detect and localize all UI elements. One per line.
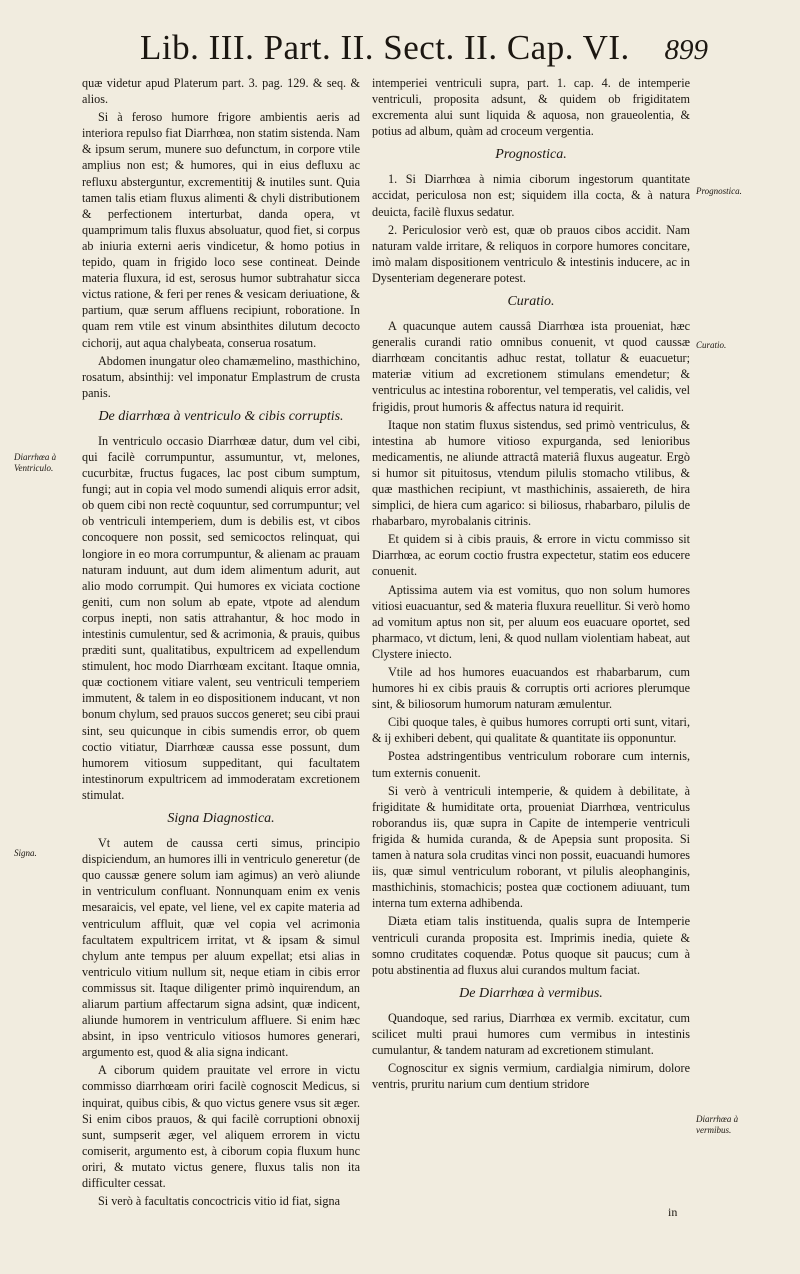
paragraph: Itaque non statim fluxus sistendus, sed primò ventriculus, & intestina ab humore vitioso expurganda, sed lenioribus medicamentis, ne aliunde attractâ materiâ fluxus augeatur. Ergò si humor sit pituitosus, vtendum pilulis stomacho vtilibus, & quæ masthichen recipiunt, vt masthichinis, assaiereth, de hira simplici, de hiera cum agarico: si biliosus, rhabarbaro, pilulis de rhabarbaro, myrobalanis citrinis. <box>372 417 690 529</box>
paragraph: Si verò à facultatis concoctricis vitio id fiat, signa <box>98 1194 340 1209</box>
paragraph: Et quidem si à cibis prauis, & errore in victu commisso sit Diarrhœa, ac eorum coctio frustra expectetur, statim eos educere conuenit. <box>372 532 690 579</box>
left-column <box>82 75 360 1211</box>
margin-note-diarrhoea-vermibus: Diarrhœa à vermibus. <box>696 1114 739 1135</box>
paragraph: 1. Si Diarrhœa à nimia ciborum ingestorum quantitate accidat, periculosa non est; siquidem illa cocta, & à natura deuicta, facilè fluxus sedatur. <box>372 172 690 219</box>
paragraph: In ventriculo occasio Diarrhœæ datur, dum vel cibi, qui facilè corrumpuntur, assumuntur, vt, melones, cucurbitæ, fructus fugaces, lac post cibum sumptum, fungi; aut in copia vel modo sumendi aliquis error adsit, ob quem cibi non rectè coquuntur, sed corrumpuntur; vel ob ventriculi intemperiem, dum is debilis est, vt cibos concoquere non possit, sed semicoctos relinquat, qui longiore in eo mora corrumpuntur, & alienam ac prauam naturam induunt, aut dum idem alimentum adurit, aut alio modo corrumpit. Qui humores ex viciata coctione geniti, cum non solum ab epate, vtpote ad alendum corpus inepti, non satis attrahantur, & hoc modo in intestinis cumulentur, sed & acrimonia, & prauis, quibus præditi sunt, qualitatibus, expultricem ad expellendum stimulent, hoc modo Diarrhœam excitant. Itaque omnia, quæ coctionem vitiare valent, seu ventriculi temperiem immutent, & talem in eo dispositionem inducant, vt non bonum chylum, sed prauos succos generet; seu cibi praui sint, seu quicunque in cibis sumendis error, ob quem coctio vitiatur, Diarrhœæ caussa esse possunt, dum humorem vitiosum suppeditant, qui facultatem intestinorum expultricem ad immoderatam excretionem stimulat. <box>82 433 360 802</box>
page-number: 899 <box>664 34 708 66</box>
margin-note-curatio: Curatio. <box>696 340 727 350</box>
margin-note-signa: Signa. <box>14 848 37 858</box>
paragraph: Quandoque, sed rarius, Diarrhœa ex vermib. excitatur, cum scilicet multi praui humores cum vermibus in intestinis cumulantur, & tandem naturam ad excretionem stimulant. <box>372 1010 690 1057</box>
paragraph: Si verò à ventriculi intemperie, & quidem à debilitate, à frigiditate & humiditate orta, proueniat Diarrhœa, ventriculus roborandus iis, quæ supra in Capite de intemperie ventriculi frigida & humida curanda, & de Apepsia sunt proposita. Si tamen à natura sola cruditas vinci non possit, euacuandi humores iis, quæ simul ventriculum roborant, vt pilulis aleophanginis, masthichinis, stomachicis; postea quæ coctionem adiuuant, tum interna tum externa adhibenda. <box>372 783 690 911</box>
section-heading: De Diarrhœa à vermibus. <box>459 985 603 1001</box>
paragraph: Diæta etiam talis instituenda, qualis supra de Intemperie ventriculi curanda proposita est. Imprimis inedia, quiete & somno cruditates coquendæ. Potus quoque sit paucus; cum à potu abstinentia ad fluxus alui curandos multum faciat. <box>372 914 690 977</box>
section-heading: Signa Diagnostica. <box>167 811 275 827</box>
section-heading: Curatio. <box>507 294 555 310</box>
section-heading: De diarrhœa à ventriculo & cibis corruptis. <box>98 408 344 424</box>
right-column <box>372 75 690 1094</box>
paragraph: Si à feroso humore frigore ambientis aeris ad interiora repulso fiat Diarrhœa, non statim sistenda. Nam & ipsum serum, munere suo defunctum, in corpore vtile amplius non est; & humores, qui in eius defluxu ac refluxu absterguntur, excrementitij & inutiles sunt. Quia tamen talis etiam fluxus alimenti & chyli distributionem & perfectionem interturbat, danda opera, vt quamprimum talis fluxus absoluatur, quod fiet, si corpus ab iniuria externi aeris vindicetur, & homo potius in tepido, quam in frigido loco sese contineat. Deinde materia fluxura, id est, serosus humor subtrahatur sicca victus ratione, & feri per renes & vesicam deriuatione, & partium, quæ serum affluens recipiunt, roboratione. In quam rem vtile est vinum absinthites dilutum decocto cichorij, aut aqua chalybeata, conserua rosatum. <box>82 110 360 350</box>
running-head: Lib. III. Part. II. Sect. II. Cap. VI. <box>140 28 630 67</box>
section-heading: Prognostica. <box>495 147 567 163</box>
paragraph: Vtile ad hos humores euacuandos est rhabarbarum, cum humores hi ex cibis prauis & corruptis orti acriores plerumque sint, & biliosorum humorum naturam æmulentur. <box>372 665 690 712</box>
paragraph: Postea adstringentibus ventriculum roborare cum internis, tum externis conuenit. <box>372 749 690 780</box>
paragraph: 2. Periculosior verò est, quæ ob prauos cibos accidit. Nam naturam valde irritare, & reliquos in corpore humores concitare, imò malam dispositionem ventriculo & intestinis inducere, ac in Dysenteriam degenerare potest. <box>372 222 690 285</box>
paragraph: A ciborum quidem prauitate vel errore in victu commisso diarrhœam oriri facilè cognoscit Medicus, si inquirat, quibus cibis, & quo victus genere vsus sit æger. Si enim cibos prauos, & qui facilè corruptioni obnoxij sunt, sumpserit æger, vel aliquem errorem in victu comiserit, argumento est, à ciborum copia fluxum hunc oriri, & mutato victus genere, fluxus talis non ita difficulter cessat. <box>82 1063 360 1190</box>
paragraph: Abdomen inungatur oleo chamæmelino, masthichino, rosatum, absinthij: vel imponatur Emplastrum de crusta panis. <box>82 353 360 400</box>
paragraph: quæ videtur apud Platerum part. 3. pag. 129. & seq. & alios. <box>82 76 360 107</box>
catchword: in <box>668 1205 678 1219</box>
paragraph: Cognoscitur ex signis vermium, cardialgia nimirum, dolore ventris, pruritu narium cum dentium stridore <box>372 1061 690 1092</box>
paragraph: intemperiei ventriculi supra, part. 1. cap. 4. de intemperie ventriculi, proposita adsunt, & quidem ob frigiditatem excrementa alui sunt liquida & aquosa, non graueolentia, & potius ad album, quàm ad croceum vergentia. <box>372 76 690 139</box>
paragraph: Vt autem de caussa certi simus, principio dispiciendum, an humores illi in ventriculo generetur (de quo caussæ genere solum iam agimus) an verò aliunde in ventriculum confluant. Nonnunquam enim ex venis mesaraicis, vel epate, vel liene, vel ex capite materia ad ventriculum affluit, quæ vel copia vel acrimonia facultatem expultricem irritat, vt & ipsam & simul chylum ante tempus per aluum expellat; etsi alias in ventriculo vitium nullum sit, neque etiam in cibis error commissus sit. Itaque diligenter primò inquirendum, an aliarum partium affectarum signa adsint, quæ indicent, aliunde humorem in ventriculum affluere. Si enim hæc absint, in ipso ventriculo vitiosos humores generari, argumento est, quod & alia signa indicant. <box>82 836 360 1060</box>
paragraph: Cibi quoque tales, è quibus humores corrupti orti sunt, vitari, & ij exhiberi debent, qui qualitate & quantitate iis opponuntur. <box>372 715 690 746</box>
paragraph: Aptissima autem via est vomitus, quo non solum humores vitiosi euacuantur, sed & materia fluxura reuellitur. Si verò homo ad vomitum aptus non sit, per aluum eos euacuare oportet, sed pharmaco, vt dictum, leni, & quod nullam violentiam habeat, aut Clystere iniecto. <box>372 582 690 661</box>
paragraph: A quacunque autem caussâ Diarrhœa ista proueniat, hæc generalis curandi ratio omnibus conuenit, vt quod caussæ diarrhœam concitantis adhuc restat, tollatur & euacuetur; materiæ vitium ad excretionem stimulans emendetur; & ventriculus ac intestina roborentur, vel temperatis, vel calidis, vel frigidis, prout humoris & affectus natura id requirit. <box>372 319 690 414</box>
margin-note-diarrhoea-ventriculo: Diarrhœa à Ventriculo. <box>14 452 57 473</box>
margin-note-prognostica: Prognostica. <box>696 186 742 196</box>
